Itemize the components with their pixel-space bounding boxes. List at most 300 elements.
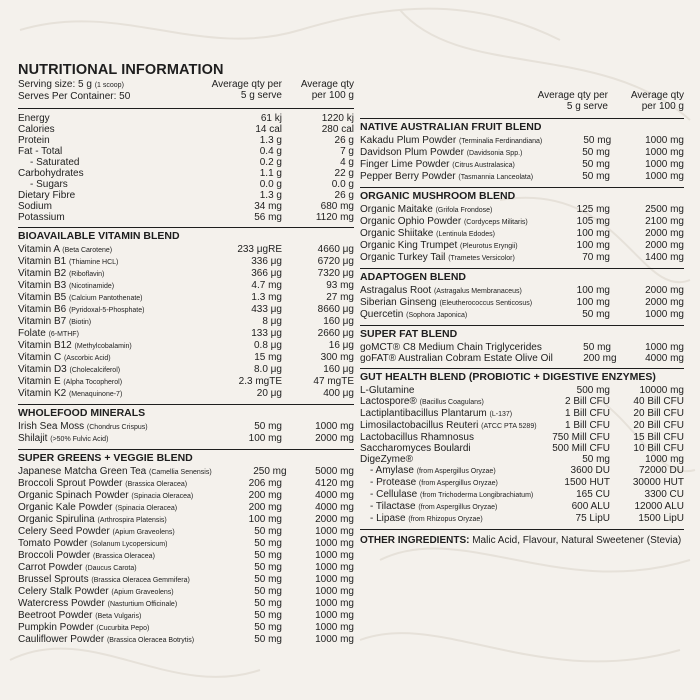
qty-per-100g: 1000 mg: [315, 610, 354, 621]
ingredient-name: Vitamin B7: [18, 316, 67, 327]
qty-per-serve: 50 mg: [254, 550, 282, 561]
qty-per-serve: 0.2 g: [259, 157, 282, 168]
ingredient-name: Beetroot Powder: [18, 610, 93, 621]
serves-per-container: Serves Per Container: 50: [18, 91, 131, 102]
qty-per-serve: 8.0 μg: [253, 364, 282, 375]
ingredient-name: Vitamin B3: [18, 280, 67, 291]
ingredient-note: (Grifola Frondose): [435, 207, 493, 214]
qty-per-100g: 1000 mg: [315, 562, 354, 573]
qty-per-100g: 40 Bill CFU: [633, 396, 684, 407]
qty-per-serve: 1.3 g: [259, 135, 282, 146]
nutrient-row: [360, 420, 684, 432]
qty-per-100g: 1000 mg: [645, 159, 684, 170]
qty-per-100g: 7 g: [340, 146, 354, 157]
ingredient-name: Vitamin B2: [18, 268, 67, 279]
qty-per-100g: 1220 kj: [321, 113, 354, 124]
section-gut: [360, 368, 684, 529]
qty-per-100g: 4000 mg: [315, 502, 354, 513]
section-title: WHOLEFOOD MINERALS: [18, 407, 146, 419]
serving-note: (1 scoop): [94, 82, 124, 89]
ingredient-name: Organic Turkey Tail: [360, 252, 446, 263]
qty-per-100g: 2000 mg: [645, 285, 684, 296]
qty-per-100g: 1000 mg: [645, 135, 684, 146]
qty-per-100g: 7320 μg: [317, 268, 354, 279]
ingredient-name: Shilajit: [18, 433, 48, 444]
ingredient-note: (Davidsonia Spp.): [466, 150, 523, 157]
qty-per-serve: 1.1 g: [259, 168, 282, 179]
ingredient-note: (Bacillus Coagulans): [419, 399, 484, 406]
nutrient-row: [18, 304, 354, 316]
nutrient-row: [18, 490, 354, 502]
section-title: NATIVE AUSTRALIAN FRUIT BLEND: [360, 121, 542, 133]
qty-per-serve: 50 mg: [583, 135, 612, 146]
qty-per-serve: 250 mg: [253, 466, 287, 477]
ingredient-name: Potassium: [18, 212, 65, 223]
left-header: [18, 79, 354, 102]
ingredient-note: (from Aspergillus Oryzae): [418, 480, 498, 487]
qty-per-serve: 1 Bill CFU: [564, 408, 610, 419]
nutrient-row: [18, 352, 354, 364]
qty-per-100g: 0.0 g: [331, 179, 354, 190]
qty-per-serve: 100 mg: [248, 433, 282, 444]
qty-per-100g: 4660 μg: [317, 244, 354, 255]
ingredient-note: (Apium Graveolens): [112, 529, 175, 536]
nutrient-row: [18, 146, 354, 157]
section-minerals: [18, 404, 354, 449]
nutrient-row: [18, 526, 354, 538]
qty-per-serve: 75 LipU: [575, 513, 610, 524]
ingredient-note: (Lentinula Edodes): [436, 231, 495, 238]
ingredient-name: Energy: [18, 113, 50, 124]
ingredient-name: Lactiplantibacillus Plantarum: [360, 408, 487, 419]
qty-per-serve: 20 μg: [256, 388, 282, 399]
qty-per-100g: 2000 mg: [645, 297, 684, 308]
qty-per-100g: 1000 mg: [315, 538, 354, 549]
section-vitamin: [18, 227, 354, 404]
nutrient-row: [360, 285, 684, 297]
ingredient-note: (Ascorbic Acid): [63, 355, 111, 362]
ingredient-name: - Tilactase: [370, 501, 416, 512]
section-fat: [360, 325, 684, 368]
nutrient-row: [18, 502, 354, 514]
nutrient-row: [18, 168, 354, 179]
qty-per-serve: 14 cal: [255, 124, 282, 135]
qty-per-serve: 50 mg: [254, 421, 282, 432]
ingredient-name: Sodium: [18, 201, 52, 212]
qty-per-serve: 4.7 mg: [251, 280, 282, 291]
ingredient-name: - Protease: [370, 477, 417, 488]
ingredient-note: (Nasturtium Officinale): [107, 601, 178, 608]
qty-per-100g: 2500 mg: [645, 204, 684, 215]
qty-per-100g: 1400 mg: [645, 252, 684, 263]
qty-per-serve: 100 mg: [576, 228, 610, 239]
ingredient-name: - Amylase: [370, 465, 414, 476]
nutrient-row: [360, 135, 684, 147]
ingredient-note: (Brassica Oleracea): [125, 481, 188, 488]
ingredient-name: Lactobacillus Rhamnosus: [360, 432, 474, 443]
nutrient-row: [18, 212, 354, 223]
qty-per-100g: 2000 mg: [315, 514, 354, 525]
ingredient-note: (Terminalia Ferdinandiana): [458, 138, 543, 145]
qty-per-serve: 50 mg: [254, 562, 282, 573]
right-header: [360, 79, 684, 112]
qty-per-serve: 2 Bill CFU: [564, 396, 610, 407]
qty-per-serve: 200 mg: [248, 490, 282, 501]
nutrient-row: [18, 124, 354, 135]
nutrient-row: [18, 433, 354, 445]
qty-per-serve: 50 mg: [582, 454, 610, 465]
qty-per-100g: 4 g: [340, 157, 354, 168]
ingredient-note: (Beta Vulgaris): [95, 613, 142, 620]
qty-per-serve: 50 mg: [582, 309, 610, 320]
qty-per-100g: 3300 CU: [644, 489, 684, 500]
section-greens: [18, 449, 354, 650]
qty-per-serve: 100 mg: [576, 297, 610, 308]
qty-per-serve: 0.8 μg: [253, 340, 282, 351]
qty-per-100g: 2660 μg: [317, 328, 354, 339]
qty-per-serve: 1500 HUT: [564, 477, 610, 488]
ingredient-name: - Saturated: [30, 157, 80, 168]
ingredient-note: (Calcium Pantothenate): [68, 295, 143, 302]
ingredient-note: (Methylcobalamin): [74, 343, 132, 350]
nutrient-row: [360, 228, 684, 240]
nutrient-row: [360, 396, 684, 408]
qty-per-100g: 26 g: [334, 190, 354, 201]
qty-per-serve: 0.4 g: [259, 146, 282, 157]
section-title: ADAPTOGEN BLEND: [360, 271, 466, 283]
qty-per-serve: 165 CU: [576, 489, 610, 500]
qty-per-100g: 1000 mg: [645, 147, 684, 158]
ingredient-name: Organic Ophio Powder: [360, 216, 462, 227]
ingredient-name: Calories: [18, 124, 55, 135]
nutrient-row: [360, 501, 684, 513]
qty-per-serve: 105 mg: [576, 216, 610, 227]
ingredient-note: (Citrus Australasica): [452, 162, 515, 169]
ingredient-note: (Thiamine HCL): [68, 259, 119, 266]
qty-per-serve: 100 mg: [576, 240, 610, 251]
qty-per-100g: 1000 mg: [315, 550, 354, 561]
ingredient-name: Finger Lime Powder: [360, 159, 450, 170]
ingredient-name: Cauliflower Powder: [18, 634, 105, 645]
left-column: [18, 79, 354, 650]
ingredient-note: (Brassica Oleracea Gemmifera): [91, 577, 190, 584]
nutrient-row: [18, 364, 354, 376]
nutrient-row: [18, 157, 354, 168]
nutrient-row: [18, 421, 354, 433]
nutrient-row: [360, 432, 684, 443]
ingredient-note: (Alpha Tocopherol): [63, 379, 123, 386]
ingredient-note: (Sophora Japonica): [406, 312, 468, 319]
nutrient-row: [360, 342, 684, 353]
ingredient-name: Pumpkin Powder: [18, 622, 94, 633]
ingredient-name: Siberian Ginseng: [360, 297, 437, 308]
qty-per-serve: 100 mg: [248, 514, 282, 525]
ingredient-note: (Spinacia Oleracea): [115, 505, 178, 512]
nutrient-row: [18, 598, 354, 610]
qty-per-serve: 125 mg: [576, 204, 610, 215]
nutrient-row: [18, 256, 354, 268]
other-ingredients-text: Malic Acid, Flavour, Natural Sweetener (Stevia): [469, 535, 682, 546]
ingredient-name: Quercetin: [360, 309, 404, 320]
qty-per-serve: 8 μg: [262, 316, 282, 327]
ingredient-name: - Cellulase: [370, 489, 418, 500]
ingredient-note: (Cucurbita Pepo): [96, 625, 150, 632]
ingredient-note: (Cholecalciferol): [69, 367, 121, 374]
qty-per-100g: 26 g: [334, 135, 354, 146]
nutrient-row: [18, 622, 354, 634]
qty-per-serve: 100 mg: [576, 285, 610, 296]
ingredient-name: Dietary Fibre: [18, 190, 76, 201]
qty-per-serve: 15 mg: [254, 352, 282, 363]
nutrient-row: [18, 538, 354, 550]
ingredient-name: Organic Spirulina: [18, 514, 95, 525]
nutrient-row: [18, 113, 354, 124]
ingredient-name: goFAT® Australian Cobram Estate Olive Oil: [360, 353, 553, 364]
ingredient-name: Organic King Trumpet: [360, 240, 458, 251]
ingredient-note: (Nicotinamide): [68, 283, 115, 290]
ingredient-note: (Daucus Carota): [85, 565, 137, 572]
ingredient-name: - Sugars: [30, 179, 68, 190]
qty-per-serve: 433 μg: [251, 304, 282, 315]
nutrient-row: [18, 634, 354, 646]
qty-per-100g: 2000 mg: [645, 240, 684, 251]
nutrient-row: [18, 268, 354, 280]
other-ingredients: [360, 529, 684, 547]
ingredient-note: (Tasmannia Lanceolata): [458, 174, 534, 181]
qty-per-100g: 22 g: [334, 168, 354, 179]
nutrient-row: [18, 244, 354, 256]
qty-per-100g: 30000 HUT: [632, 477, 684, 488]
nutrient-row: [18, 550, 354, 562]
qty-per-serve: 50 mg: [582, 159, 610, 170]
nutrient-row: [360, 454, 684, 465]
page-title: NUTRITIONAL INFORMATION: [18, 62, 224, 78]
qty-per-100g: 680 mg: [320, 201, 354, 212]
nutrient-row: [18, 292, 354, 304]
ingredient-note: (from Rhizopus Oryzae): [408, 516, 483, 523]
nutrient-row: [360, 477, 684, 489]
qty-per-serve: 1 Bill CFU: [564, 420, 610, 431]
ingredient-note: (Solanum Lycopersicum): [90, 541, 168, 548]
qty-per-serve: 50 mg: [583, 342, 611, 353]
qty-per-serve: 50 mg: [582, 171, 610, 182]
qty-per-serve: 206 mg: [248, 478, 282, 489]
ingredient-note: (Beta Carotene): [62, 247, 113, 254]
ingredient-name: - Lipase: [370, 513, 406, 524]
section-fruit: [360, 118, 684, 187]
ingredient-name: Fat - Total: [18, 146, 63, 157]
other-ingredients-label: OTHER INGREDIENTS:: [360, 535, 470, 546]
col2-header: Average qty per 100 g: [300, 79, 354, 101]
ingredient-note: (Riboflavin): [68, 271, 105, 278]
ingredient-note: (Spinacia Oleracea): [131, 493, 194, 500]
ingredient-note: (Astragalus Membranaceus): [433, 288, 522, 295]
qty-per-100g: 20 Bill CFU: [633, 408, 684, 419]
qty-per-serve: 3600 DU: [570, 465, 610, 476]
ingredient-name: Lactospore®: [360, 396, 417, 407]
qty-per-serve: 50 mg: [254, 622, 282, 633]
ingredient-name: Vitamin D3: [18, 364, 67, 375]
ingredient-name: Davidson Plum Powder: [360, 147, 464, 158]
nutrient-row: [18, 478, 354, 490]
qty-per-100g: 27 mg: [326, 292, 354, 303]
qty-per-100g: 10 Bill CFU: [633, 443, 684, 454]
qty-per-100g: 1000 mg: [645, 454, 684, 465]
qty-per-100g: 2000 mg: [315, 433, 354, 444]
ingredient-name: Carbohydrates: [18, 168, 84, 179]
qty-per-serve: 70 mg: [582, 252, 610, 263]
qty-per-100g: 1000 mg: [645, 171, 684, 182]
ingredient-note: (Brassica Oleracea): [93, 553, 155, 560]
ingredient-note: (Camellia Senensis): [149, 469, 212, 476]
qty-per-100g: 1000 mg: [315, 526, 354, 537]
qty-per-serve: 0.0 g: [259, 179, 282, 190]
ingredient-note: (Menaquinone-7): [68, 391, 123, 398]
ingredient-note: (>50% Fulvic Acid): [50, 436, 109, 443]
ingredient-note: (Pyridoxal-5-Phosphate): [68, 307, 145, 314]
ingredient-name: Vitamin C: [18, 352, 62, 363]
ingredient-note: (ATCC PTA 5289): [481, 423, 537, 430]
ingredient-name: Japanese Matcha Green Tea: [18, 466, 147, 477]
ingredient-name: Organic Maitake: [360, 204, 433, 215]
section-title: SUPER GREENS + VEGGIE BLEND: [18, 452, 193, 464]
qty-per-100g: 16 μg: [328, 340, 354, 351]
ingredient-name: Celery Seed Powder: [18, 526, 110, 537]
qty-per-100g: 280 cal: [321, 124, 354, 135]
qty-per-100g: 4120 mg: [315, 478, 354, 489]
qty-per-serve: 750 Mill CFU: [552, 432, 610, 443]
qty-per-100g: 300 mg: [320, 352, 354, 363]
qty-per-100g: 10000 mg: [639, 385, 684, 396]
qty-per-serve: 50 mg: [582, 147, 610, 158]
qty-per-serve: 200 mg: [248, 502, 282, 513]
ingredient-note: (from Aspergillus Oryzae): [418, 504, 498, 511]
qty-per-serve: 56 mg: [254, 212, 282, 223]
qty-per-serve: 500 mg: [576, 385, 610, 396]
qty-per-100g: 1120 mg: [315, 212, 354, 223]
ingredient-name: Vitamin K2: [18, 388, 67, 399]
qty-per-100g: 5000 mg: [315, 466, 354, 477]
qty-per-100g: 1500 LipU: [638, 513, 684, 524]
section-mushroom: [360, 187, 684, 268]
nutrient-row: [18, 574, 354, 586]
ingredient-name: Vitamin B1: [18, 256, 67, 267]
ingredient-name: Organic Spinach Powder: [18, 490, 129, 501]
qty-per-100g: 47 mgTE: [313, 376, 354, 387]
ingredient-name: Celery Stalk Powder: [18, 586, 109, 597]
qty-per-serve: 50 mg: [254, 586, 282, 597]
nutrient-row: [360, 465, 684, 477]
ingredient-name: Pepper Berry Powder: [360, 171, 456, 182]
qty-per-serve: 1.3 g: [259, 190, 282, 201]
qty-per-serve: 50 mg: [254, 526, 282, 537]
qty-per-serve: 50 mg: [254, 574, 282, 585]
qty-per-serve: 336 μg: [251, 256, 282, 267]
qty-per-100g: 6720 μg: [317, 256, 354, 267]
section-title: GUT HEALTH BLEND (PROBIOTIC + DIGESTIVE ENZYMES): [360, 371, 656, 383]
nutrient-row: [360, 385, 684, 396]
qty-per-100g: 2100 mg: [645, 216, 684, 227]
ingredient-name: L-Glutamine: [360, 385, 415, 396]
nutrient-row: [18, 190, 354, 201]
nutrient-row: [360, 443, 684, 454]
ingredient-note: (Brassica Oleracea Botrytis): [106, 637, 195, 644]
ingredient-name: Kakadu Plum Powder: [360, 135, 457, 146]
qty-per-serve: 200 mg: [583, 353, 617, 364]
nutrient-row: [18, 610, 354, 622]
qty-per-serve: 50 mg: [254, 598, 282, 609]
qty-per-serve: 1.3 mg: [251, 292, 282, 303]
ingredient-name: Brussel Sprouts: [18, 574, 89, 585]
qty-per-100g: 400 μg: [323, 388, 354, 399]
qty-per-100g: 4000 mg: [645, 353, 684, 364]
nutrient-row: [18, 340, 354, 352]
qty-per-100g: 1000 mg: [645, 309, 684, 320]
nutrient-row: [360, 216, 684, 228]
ingredient-note: (Eleutherococcus Senticosus): [439, 300, 533, 307]
ingredient-name: Vitamin E: [18, 376, 61, 387]
nutrient-row: [360, 513, 684, 525]
qty-per-100g: 1000 mg: [315, 598, 354, 609]
ingredient-name: Irish Sea Moss: [18, 421, 85, 432]
right-column: [360, 79, 684, 547]
nutrient-row: [18, 280, 354, 292]
ingredient-name: Tomato Powder: [18, 538, 88, 549]
nutrient-row: [18, 388, 354, 400]
col1-header: Average qty per 5 g serve: [211, 79, 282, 101]
nutrient-row: [18, 586, 354, 598]
ingredient-note: (Trametes Versicolor): [448, 255, 515, 262]
ingredient-name: DigeZyme®: [360, 454, 413, 465]
ingredient-name: Vitamin B6: [18, 304, 67, 315]
section-adaptogen: [360, 268, 684, 325]
ingredient-name: Broccoli Sprout Powder: [18, 478, 123, 489]
nutrient-row: [360, 252, 684, 264]
nutrient-row: [360, 147, 684, 159]
ingredient-name: Carrot Powder: [18, 562, 83, 573]
nutrient-row: [18, 376, 354, 388]
ingredient-name: Watercress Powder: [18, 598, 105, 609]
nutrient-row: [360, 297, 684, 309]
nutrient-row: [18, 562, 354, 574]
ingredient-note: (Cordyceps Militaris): [463, 219, 528, 226]
qty-per-serve: 50 mg: [254, 634, 282, 645]
ingredient-note: (Pleurotus Eryngii): [460, 243, 518, 250]
qty-per-100g: 160 μg: [323, 316, 354, 327]
ingredient-name: Vitamin B12: [18, 340, 72, 351]
qty-per-serve: 366 μg: [251, 268, 282, 279]
ingredient-name: Saccharomyces Boulardi: [360, 443, 471, 454]
ingredient-note: (6-MTHF): [48, 331, 79, 338]
ingredient-name: goMCT® C8 Medium Chain Triglycerides: [360, 342, 542, 353]
nutrient-row: [18, 201, 354, 212]
section-title: BIOAVAILABLE VITAMIN BLEND: [18, 230, 180, 242]
qty-per-100g: 20 Bill CFU: [633, 420, 684, 431]
qty-per-serve: 233 μgRE: [237, 244, 282, 255]
serving-size: Serving size: 5 g: [18, 79, 92, 90]
ingredient-name: Broccoli Powder: [18, 550, 91, 561]
qty-per-100g: 15 Bill CFU: [633, 432, 684, 443]
section-title: ORGANIC MUSHROOM BLEND: [360, 190, 516, 202]
energy-section: [18, 108, 354, 227]
qty-per-100g: 1000 mg: [315, 634, 354, 645]
nutrient-row: [360, 171, 684, 183]
nutrient-row: [18, 316, 354, 328]
qty-per-100g: 12000 ALU: [634, 501, 684, 512]
nutrient-row: [360, 309, 684, 321]
col1-header: Average qty per 5 g serve: [537, 90, 608, 112]
ingredient-name: Astragalus Root: [360, 285, 432, 296]
